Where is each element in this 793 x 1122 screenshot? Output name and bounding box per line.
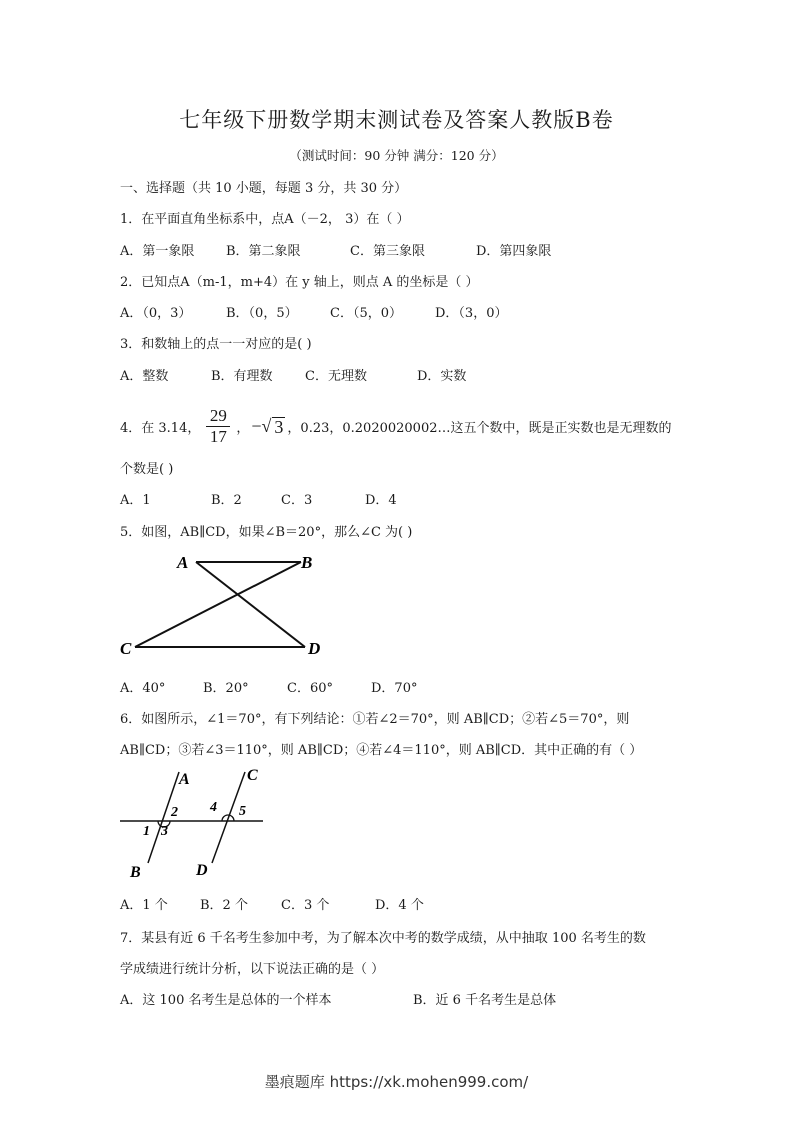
question-4-suffix: ，0.23，0.2020020002…这五个数中，既是正实数也是无理数的 xyxy=(287,421,672,436)
label-angle-5: 5 xyxy=(239,804,246,819)
question-1-stem: 1．在平面直角坐标系中，点A（－2， 3）在（ ） xyxy=(120,212,410,227)
section-heading: 一、选择题（共 10 小题，每题 3 分，共 30 分） xyxy=(120,181,408,196)
fraction-numerator: 29 xyxy=(209,406,227,425)
question-4-option-a: A．1 xyxy=(120,493,151,508)
question-3-option-d: D．实数 xyxy=(417,369,467,384)
segment-ad xyxy=(196,562,305,647)
question-3-option-c: C．无理数 xyxy=(305,369,367,384)
question-5-option-d: D．70° xyxy=(371,681,418,696)
label-angle-3: 3 xyxy=(161,824,168,839)
question-7-option-b: B．近 6 千名考生是总体 xyxy=(413,993,557,1008)
question-2-option-c: C．（5，0） xyxy=(330,306,402,321)
label-b: B xyxy=(130,864,141,881)
question-5-option-a: A．40° xyxy=(120,681,166,696)
question-6-line2: AB∥CD；③若∠3＝110°，则 AB∥CD；④若∠4＝110°，则 AB∥CD．其中正确的有（ ） xyxy=(120,743,643,758)
question-6-option-a: A．1 个 xyxy=(120,898,168,913)
question-4-separator: ， xyxy=(236,421,250,436)
label-c: C xyxy=(120,639,132,658)
question-7-line1: 7．某县有近 6 千名考生参加中考，为了解本次中考的数学成绩，从中抽取 100 名考生的数 xyxy=(120,931,646,946)
question-2-option-a: A．（0，3） xyxy=(120,306,192,321)
fraction xyxy=(206,406,230,447)
question-6-line1: 6．如图所示，∠1＝70°，有下列结论：①若∠2＝70°，则 AB∥CD；②若∠5＝70°，则 xyxy=(120,712,630,727)
transversal-figure-q6 xyxy=(115,762,275,882)
question-5-option-b: B．20° xyxy=(203,681,249,696)
footer-watermark[interactable]: 墨痕题库 https://xk.mohen999.com/ xyxy=(264,1073,529,1091)
question-5-option-c: C．60° xyxy=(287,681,333,696)
question-6-option-d: D．4 个 xyxy=(375,898,424,913)
parallel-lines-figure-q5 xyxy=(115,548,335,663)
label-angle-4: 4 xyxy=(210,800,217,815)
sqrt-icon: √ xyxy=(261,416,272,436)
label-c: C xyxy=(247,767,258,784)
label-a: A xyxy=(179,771,190,788)
question-4-option-d: D．4 xyxy=(365,493,397,508)
question-2-option-d: D．（3，0） xyxy=(435,306,508,321)
label-a: A xyxy=(177,553,189,572)
page-title: 七年级下册数学期末测试卷及答案人教版B卷 xyxy=(179,108,614,132)
minus-sign: − xyxy=(251,416,262,436)
label-angle-2: 2 xyxy=(171,805,178,820)
question-4-prefix: 4．在 3.14， xyxy=(120,421,201,436)
radicand: 3 xyxy=(274,417,284,437)
question-4-option-b: B．2 xyxy=(211,493,242,508)
question-7-option-a: A．这 100 名考生是总体的一个样本 xyxy=(120,993,332,1008)
question-6-option-b: B．2 个 xyxy=(200,898,248,913)
question-5-stem: 5．如图，AB∥CD，如果∠B＝20°，那么∠C 为( ) xyxy=(120,525,413,540)
negative-root xyxy=(251,416,285,437)
question-4-option-c: C．3 xyxy=(281,493,313,508)
question-3-stem: 3．和数轴上的点一一对应的是( ) xyxy=(120,337,312,352)
label-d: D xyxy=(196,862,208,879)
question-7-line2: 学成绩进行统计分析，以下说法正确的是（ ） xyxy=(120,962,385,977)
question-4-stem xyxy=(120,406,671,447)
question-2-stem: 2．已知点A（m-1，m+4）在 y 轴上，则点 A 的坐标是（ ） xyxy=(120,275,479,290)
question-6-option-c: C．3 个 xyxy=(281,898,330,913)
label-angle-1: 1 xyxy=(143,824,150,839)
segment-bc xyxy=(135,562,301,647)
question-1-option-c: C．第三象限 xyxy=(350,244,425,259)
label-d: D xyxy=(308,639,321,658)
question-2-option-b: B．（0，5） xyxy=(226,306,298,321)
question-1-option-b: B．第二象限 xyxy=(226,244,301,259)
question-4-line2: 个数是( ) xyxy=(120,462,174,477)
question-1-option-d: D．第四象限 xyxy=(476,244,552,259)
question-3-option-b: B．有理数 xyxy=(211,369,273,384)
label-b: B xyxy=(301,553,313,572)
exam-info: （测试时间：90 分钟 满分：120 分） xyxy=(289,148,504,163)
question-3-option-a: A．整数 xyxy=(120,369,169,384)
question-1-option-a: A．第一象限 xyxy=(120,244,195,259)
fraction-denominator: 17 xyxy=(209,427,227,446)
